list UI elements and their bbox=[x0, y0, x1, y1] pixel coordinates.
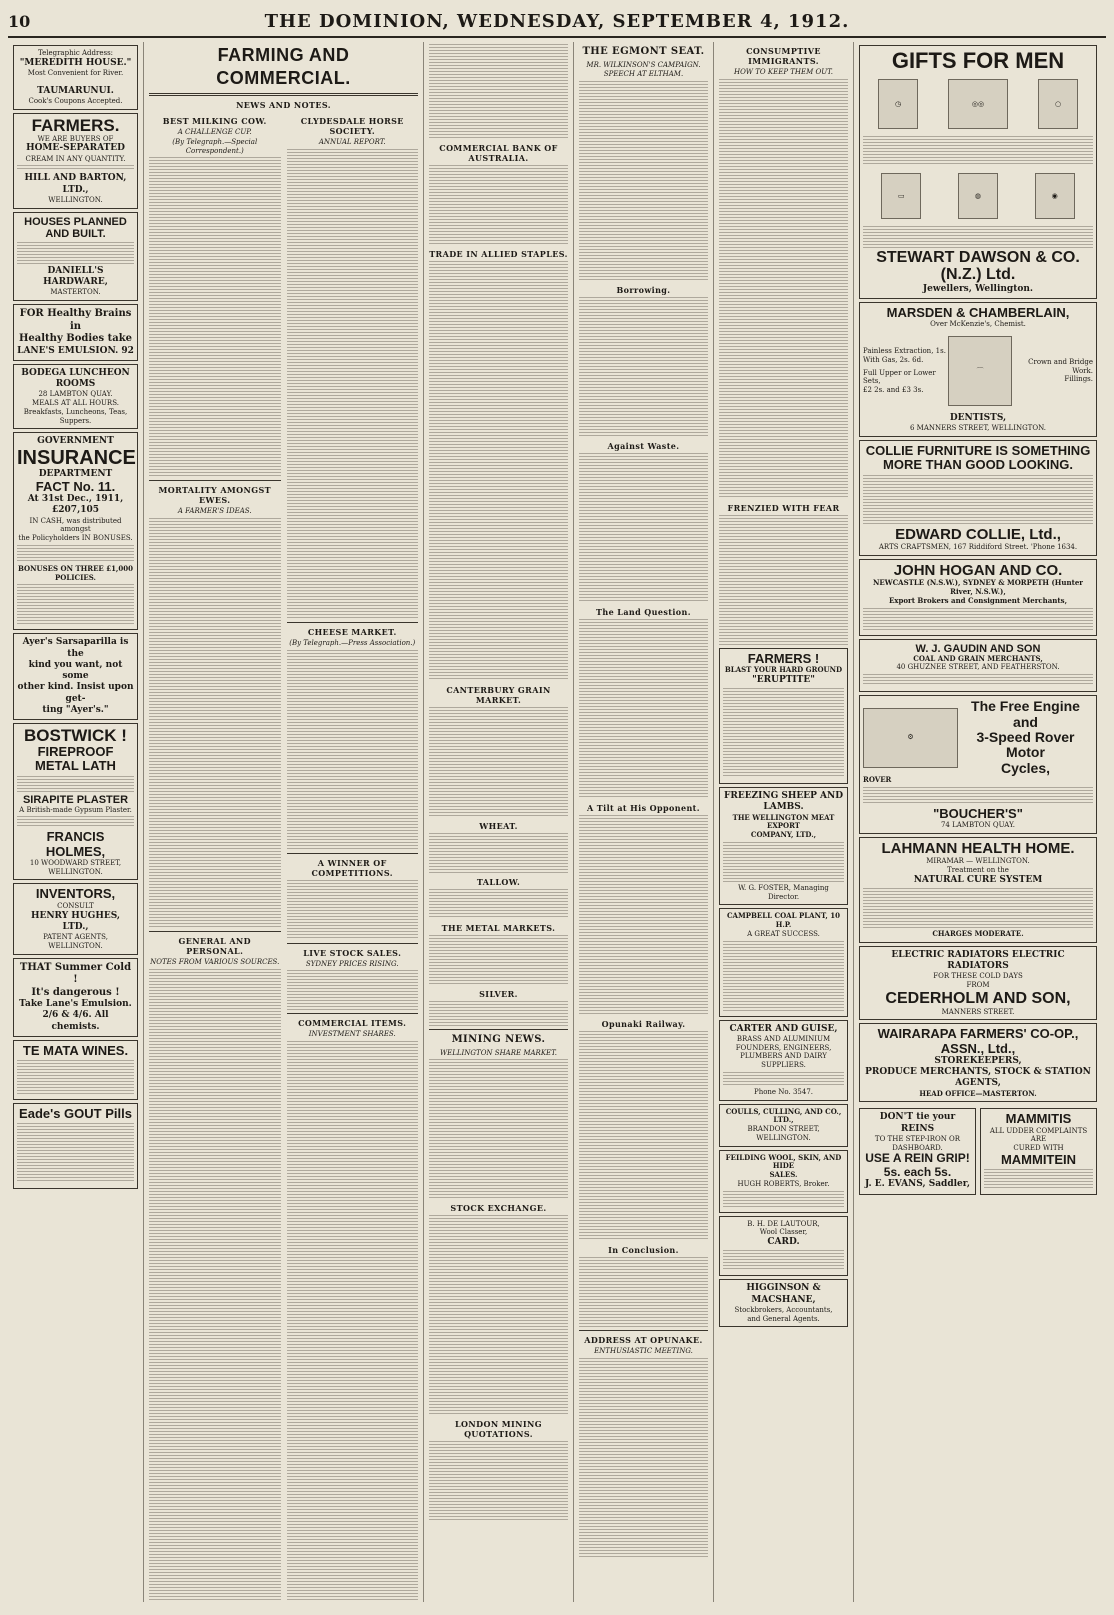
article-body bbox=[149, 969, 281, 1602]
ad-text: BRANDON STREET, bbox=[747, 1125, 820, 1134]
ad-text: B. H. DE LAUTOUR, bbox=[747, 1219, 820, 1228]
ad-text: ROVER bbox=[863, 775, 892, 785]
ad-text: BONUSES ON THREE £1,000 POLICIES. bbox=[17, 563, 133, 582]
article-body bbox=[149, 157, 281, 477]
column-classifieds bbox=[8, 42, 144, 1602]
headline: SILVER. bbox=[479, 989, 518, 999]
ad-headline: TE MATA WINES. bbox=[22, 1042, 129, 1058]
text-lines bbox=[863, 475, 1093, 525]
ad-carter-guise bbox=[719, 1020, 848, 1101]
ad-freezing bbox=[719, 787, 848, 905]
text-lines bbox=[17, 1060, 134, 1094]
ad-text: Full Upper or Lower Sets, bbox=[863, 368, 936, 386]
ad-text: A British-made Gypsum Plaster. bbox=[19, 805, 132, 814]
article-body bbox=[149, 518, 281, 928]
article-body bbox=[429, 44, 568, 139]
text-lines bbox=[723, 688, 844, 778]
ad-headline: DENTISTS, bbox=[949, 412, 1007, 423]
ad-text: W. G. FOSTER, Managing Director. bbox=[738, 883, 829, 901]
article-body bbox=[429, 1441, 568, 1521]
text-lines bbox=[723, 1072, 844, 1086]
subheadline: INVESTMENT SHARES. bbox=[308, 1030, 396, 1039]
text-lines bbox=[723, 1191, 844, 1207]
text-lines bbox=[863, 608, 1093, 630]
ad-headline: CARTER AND GUISE, bbox=[729, 1023, 838, 1034]
headline: In Conclusion. bbox=[608, 1245, 679, 1255]
headline: CONSUMPTIVE IMMIGRANTS. bbox=[746, 46, 821, 66]
ad-text: With Gas, 2s. 6d. bbox=[863, 355, 924, 364]
subheadline: ENTHUSIASTIC MEETING. bbox=[594, 1347, 693, 1355]
ad-eruptite bbox=[719, 648, 848, 784]
article-body bbox=[429, 707, 568, 817]
headline: THE METAL MARKETS. bbox=[441, 923, 556, 933]
ad-text: ting "Ayer's." bbox=[42, 704, 109, 715]
text-lines bbox=[723, 941, 844, 1011]
ad-marsden-chamberlain bbox=[859, 302, 1097, 437]
headline: COMMERCIAL BANK OF AUSTRALIA. bbox=[439, 143, 558, 163]
ad-headline: SIRAPITE PLASTER bbox=[22, 793, 129, 806]
text-lines bbox=[17, 816, 134, 828]
ad-electric-radiators bbox=[859, 946, 1097, 1020]
ad-headline: METAL LATH bbox=[35, 758, 116, 774]
article-column-left bbox=[149, 112, 281, 1602]
ad-houses bbox=[13, 212, 138, 301]
ad-inventors bbox=[13, 883, 138, 954]
ad-text: other kind. Insist upon get- bbox=[17, 682, 134, 704]
headline: MINING NEWS. bbox=[451, 1034, 546, 1045]
text-lines bbox=[863, 888, 1093, 928]
article-body bbox=[429, 1001, 568, 1026]
ad-text: 40 GHUZNEE STREET, AND FEATHERSTON. bbox=[896, 663, 1060, 672]
masthead-title: THE DOMINION, WEDNESDAY, SEPTEMBER 4, 1912. bbox=[264, 10, 850, 32]
table-lines bbox=[17, 584, 134, 624]
column-farming-commercial bbox=[144, 42, 424, 1602]
column-egmont-seat bbox=[574, 42, 714, 1602]
ad-headline: MORE THAN GOOD LOOKING. bbox=[883, 457, 1073, 473]
ad-headline: FREEZING SHEEP AND LAMBS. bbox=[723, 791, 844, 813]
ad-text: A GREAT SUCCESS. bbox=[747, 929, 820, 938]
ad-te-mata-wines bbox=[13, 1040, 138, 1100]
headline: A WINNER OF COMPETITIONS. bbox=[311, 857, 393, 878]
masthead bbox=[8, 8, 1106, 38]
ad-headline: FARMERS ! bbox=[747, 650, 820, 666]
ad-headline: MAMMITEIN bbox=[1000, 1151, 1077, 1167]
ad-text: ALL UDDER COMPLAINTS ARE bbox=[989, 1126, 1088, 1144]
article-body bbox=[287, 880, 419, 940]
article-body bbox=[429, 261, 568, 681]
ad-text: MASTERTON. bbox=[50, 288, 101, 297]
ad-government-insurance bbox=[13, 432, 138, 630]
text-lines bbox=[17, 242, 134, 264]
article-body bbox=[579, 619, 708, 799]
ad-text: Wool Classer, bbox=[759, 1228, 808, 1237]
ad-text: Phone No. 3547. bbox=[753, 1087, 813, 1096]
ad-feilding-sales bbox=[719, 1150, 848, 1213]
ad-text: Treatment on the bbox=[947, 866, 1009, 875]
ad-text: THE WELLINGTON MEAT EXPORT bbox=[732, 812, 835, 831]
locket-icon: ◍ bbox=[958, 173, 998, 219]
ad-text: DASHBOARD. bbox=[892, 1143, 943, 1152]
ad-headline: 3-Speed Rover Motor bbox=[976, 728, 1075, 761]
headline: BEST MILKING COW. bbox=[162, 116, 267, 126]
ad-company: "BOUCHER'S" bbox=[933, 805, 1023, 821]
ad-headline: NATURAL CURE SYSTEM bbox=[913, 874, 1043, 885]
ad-eades-gout-pills bbox=[13, 1103, 138, 1189]
headline: THE EGMONT SEAT. bbox=[582, 46, 705, 57]
article-body bbox=[287, 1041, 419, 1601]
ad-text: 10 WOODWARD STREET, bbox=[29, 858, 122, 867]
ad-headline: INVENTORS, bbox=[35, 886, 116, 902]
ad-collie-furniture bbox=[859, 440, 1097, 556]
ad-headline: Eade's GOUT Pills bbox=[19, 1106, 132, 1122]
subheadline: A CHALLENGE CUP. bbox=[177, 128, 252, 136]
text-lines bbox=[17, 776, 134, 792]
headline: LONDON MINING QUOTATIONS. bbox=[455, 1419, 542, 1440]
ad-headline: GIFTS FOR MEN bbox=[891, 48, 1065, 73]
text-lines bbox=[17, 1123, 134, 1183]
article-body bbox=[719, 79, 848, 499]
headline: TRADE IN ALLIED STAPLES. bbox=[429, 249, 568, 259]
ad-text: FOR Healthy Brains in bbox=[19, 308, 132, 332]
ad-text: At 31st Dec., 1911, £207,105 bbox=[27, 494, 124, 516]
ad-mammitis bbox=[980, 1108, 1097, 1195]
headline: Borrowing. bbox=[616, 285, 671, 295]
ad-headline: MARSDEN & CHAMBERLAIN, bbox=[886, 304, 1070, 320]
ad-text: LANE'S EMULSION. 92 bbox=[17, 345, 134, 356]
article-body bbox=[429, 889, 568, 919]
ad-headline: "MEREDITH HOUSE." bbox=[19, 57, 132, 68]
ad-headline: Cycles, bbox=[1000, 759, 1051, 776]
ad-text: THAT Summer Cold ! bbox=[19, 961, 132, 985]
ad-text: WELLINGTON. bbox=[48, 941, 103, 950]
ad-company: STEWART DAWSON & CO. (N.Z.) Ltd. bbox=[876, 249, 1080, 283]
headline: Opunaki Railway. bbox=[601, 1019, 686, 1029]
section-subtitle: NEWS AND NOTES. bbox=[236, 100, 331, 110]
headline: CLYDESDALE HORSE SOCIETY. bbox=[300, 116, 404, 136]
subheadline: HOW TO KEEP THEM OUT. bbox=[733, 68, 834, 76]
headline: TALLOW. bbox=[476, 877, 521, 887]
ad-headline: The Free Engine and bbox=[971, 698, 1080, 730]
ad-text: MANNERS STREET. bbox=[941, 1007, 1015, 1016]
ad-text: WELLINGTON. bbox=[48, 195, 103, 204]
headline: ADDRESS AT OPUNAKE. bbox=[584, 1335, 703, 1345]
headline: Against Waste. bbox=[607, 441, 680, 451]
ad-coulls-culling bbox=[719, 1104, 848, 1147]
ad-text: IN CASH, was distributed amongst bbox=[29, 516, 122, 534]
ad-headline: USE A REIN GRIP! bbox=[865, 1151, 970, 1166]
ad-headline: HOUSES PLANNED AND BUILT. bbox=[24, 215, 127, 240]
ad-company: CEDERHOLM AND SON, bbox=[885, 989, 1071, 1007]
ad-lanes-emulsion bbox=[13, 304, 138, 361]
locket-icon: ◉ bbox=[1035, 173, 1075, 219]
article-body bbox=[429, 833, 568, 873]
ad-text: CHARGES MODERATE. bbox=[932, 929, 1024, 939]
article-body bbox=[579, 1257, 708, 1327]
ad-ayers bbox=[13, 633, 138, 720]
article-body bbox=[429, 165, 568, 245]
ad-text: Stockbrokers, Accountants, bbox=[734, 1305, 833, 1314]
text-lines bbox=[17, 545, 134, 563]
ad-john-hogan bbox=[859, 559, 1097, 636]
purse-icon: ▭ bbox=[881, 173, 921, 219]
ad-card bbox=[719, 1216, 848, 1277]
page-number: 10 bbox=[8, 12, 31, 31]
text-lines bbox=[17, 165, 134, 171]
section-title: FARMING AND COMMERCIAL. bbox=[216, 45, 351, 88]
ad-text: TO THE STEP-IRON OR bbox=[874, 1134, 961, 1143]
article-body bbox=[287, 149, 419, 619]
ad-text: Export Brokers and Consignment Merchants, bbox=[888, 595, 1068, 605]
ad-text: 28 LAMBTON QUAY. bbox=[38, 390, 113, 399]
ad-text: the Policyholders IN BONUSES. bbox=[18, 534, 133, 543]
ad-text: Healthy Bodies take bbox=[18, 333, 133, 345]
column-immigrants-ads bbox=[714, 42, 854, 1602]
ad-headline: COULLS, CULLING, AND CO., LTD., bbox=[725, 1106, 842, 1125]
subheadline: NOTES FROM VARIOUS SOURCES. bbox=[150, 958, 280, 966]
ring-icon: ○ bbox=[1038, 79, 1078, 129]
text-lines bbox=[863, 226, 1093, 248]
subheadline: WELLINGTON SHARE MARKET. bbox=[439, 1048, 558, 1057]
ad-text: Most Convenient for River. bbox=[27, 69, 124, 77]
ad-text: WELLINGTON. bbox=[756, 1133, 811, 1142]
ad-headline: MAMMITIS bbox=[1005, 1111, 1072, 1127]
headline: LIVE STOCK SALES. bbox=[303, 947, 402, 958]
ad-text: Telegraphic Address: bbox=[37, 49, 114, 57]
ad-text: BLAST YOUR HARD GROUND bbox=[724, 665, 843, 675]
ad-gaudin bbox=[859, 639, 1097, 693]
ad-text: HEAD OFFICE—MASTERTON. bbox=[919, 1088, 1037, 1098]
ad-summer-cold bbox=[13, 958, 138, 1037]
ad-text: SALES. bbox=[769, 1170, 798, 1180]
headline: CANTERBURY GRAIN MARKET. bbox=[446, 685, 551, 705]
ad-gifts-for-men bbox=[859, 45, 1097, 299]
ad-text: MIRAMAR — WELLINGTON. bbox=[926, 857, 1030, 866]
watch-icon: ◷ bbox=[878, 79, 918, 129]
ad-text: STOREKEEPERS, bbox=[934, 1055, 1022, 1066]
ad-company: DANIELL'S HARDWARE, bbox=[43, 265, 108, 288]
article-body bbox=[579, 453, 708, 603]
ad-headline: FEILDING WOOL, SKIN, AND HIDE bbox=[725, 1152, 842, 1171]
ad-text: HUGH ROBERTS, Broker. bbox=[737, 1179, 830, 1188]
ad-company: FRANCIS HOLMES, bbox=[45, 829, 106, 859]
ad-text: CURED WITH bbox=[1013, 1144, 1064, 1153]
ad-higginson bbox=[719, 1279, 848, 1327]
headline: The Land Question. bbox=[596, 607, 691, 617]
ad-company: J. E. EVANS, Saddler, bbox=[864, 1178, 971, 1189]
subheadline: A FARMER'S IDEAS. bbox=[177, 507, 252, 516]
ad-text: Crown and Bridge Work. bbox=[1028, 357, 1093, 375]
headline: GENERAL AND PERSONAL. bbox=[178, 936, 251, 956]
ad-text: HOME-SEPARATED bbox=[26, 143, 125, 154]
byline: (By Telegraph.—Press Association.) bbox=[289, 638, 416, 647]
ad-text: CREAM IN ANY QUANTITY. bbox=[25, 154, 126, 163]
ad-text: Fillings. bbox=[1064, 375, 1093, 384]
ad-text: ARTS CRAFTSMEN, 167 Riddiford Street. 'Phone 1634. bbox=[878, 543, 1078, 552]
subheadline: MR. WILKINSON'S CAMPAIGN. bbox=[586, 60, 701, 69]
ad-text: 6 MANNERS STREET, WELLINGTON. bbox=[910, 424, 1046, 433]
ad-text: 74 LAMBTON QUAY. bbox=[940, 821, 1016, 830]
ad-text: Ayer's Sarsaparilla is the bbox=[22, 637, 129, 659]
ad-text: 5s. each 5s. bbox=[883, 1164, 952, 1179]
ad-campbell-coal bbox=[719, 908, 848, 1016]
ad-bodega bbox=[13, 364, 138, 430]
ad-headline: BODEGA LUNCHEON ROOMS bbox=[21, 367, 130, 390]
ad-headline: ELECTRIC RADIATORS ELECTRIC RADIATORS bbox=[891, 949, 1065, 972]
ad-headline: CAMPBELL COAL PLANT, 10 H.P. bbox=[726, 911, 841, 930]
ad-text: BRASS AND ALUMINIUM FOUNDERS, ENGINEERS, bbox=[735, 1034, 832, 1052]
text-lines bbox=[723, 1250, 844, 1270]
ad-text: PLUMBERS AND DAIRY SUPPLIERS. bbox=[740, 1052, 827, 1070]
ad-text: WELLINGTON. bbox=[48, 867, 103, 876]
ad-headline: W. J. GAUDIN AND SON bbox=[915, 642, 1041, 655]
ad-text: Cook's Coupons Accepted. bbox=[28, 97, 123, 105]
ad-text: NEWCASTLE (N.S.W.), SYDNEY & MORPETH (Hunter River, N.S.W.), bbox=[873, 578, 1083, 597]
column-display-ads bbox=[854, 42, 1102, 1602]
ad-text: CONSULT bbox=[57, 901, 94, 910]
headline: A Tilt at His Opponent. bbox=[587, 803, 700, 813]
ad-rover-cycles bbox=[859, 695, 1097, 834]
ad-text: PRODUCE MERCHANTS, STOCK & STATION AGENTS, bbox=[865, 1067, 1091, 1089]
ad-headline: FIREPROOF bbox=[37, 743, 114, 759]
column-markets bbox=[424, 42, 574, 1602]
text-lines bbox=[723, 842, 844, 882]
ad-company: EDWARD COLLIE, Ltd., bbox=[895, 525, 1061, 543]
ad-text: £2 2s. and £3 3s. bbox=[863, 386, 924, 395]
ad-headline: JOHN HOGAN AND CO. bbox=[893, 561, 1063, 579]
article-body bbox=[429, 935, 568, 985]
teeth-icon: ⌒ bbox=[948, 336, 1012, 406]
ad-headline: COLLIE FURNITURE IS SOMETHING bbox=[865, 442, 1091, 458]
ad-headline: BOSTWICK ! bbox=[24, 726, 127, 746]
ad-text: Take Lane's Emulsion. bbox=[19, 999, 132, 1009]
ad-company: HENRY HUGHES, LTD., bbox=[30, 910, 121, 932]
ad-meredith-house bbox=[13, 45, 138, 110]
byline: (By Telegraph.—Special Correspondent.) bbox=[172, 137, 258, 155]
article-body bbox=[719, 515, 848, 645]
ad-text: PATENT AGENTS, bbox=[43, 933, 108, 941]
headline: COMMERCIAL ITEMS. bbox=[298, 1018, 407, 1029]
ad-lahmann-health-home bbox=[859, 837, 1097, 943]
article-body bbox=[429, 1215, 568, 1415]
ad-headline: FACT No. 11. bbox=[35, 478, 116, 494]
article-body bbox=[579, 1031, 708, 1241]
ad-headline: FARMERS. bbox=[31, 115, 120, 135]
headline: MORTALITY AMONGST EWES. bbox=[158, 485, 272, 506]
text-lines bbox=[984, 1169, 1093, 1189]
share-table bbox=[429, 1059, 568, 1199]
ad-text: COMPANY, LTD., bbox=[750, 830, 817, 840]
ad-text: and General Agents. bbox=[747, 1314, 820, 1323]
article-body bbox=[579, 297, 708, 437]
headline: STOCK EXCHANGE. bbox=[450, 1203, 547, 1214]
headline: WHEAT. bbox=[479, 821, 518, 831]
ad-farmers-cream bbox=[13, 113, 138, 209]
ad-rein-grip bbox=[859, 1108, 976, 1195]
ad-headline: DON'T tie your REINS bbox=[879, 1112, 956, 1134]
subheadline: SYDNEY PRICES RISING. bbox=[305, 959, 399, 968]
ad-wairarapa-farmers bbox=[859, 1023, 1097, 1102]
ad-headline: LAHMANN HEALTH HOME. bbox=[881, 839, 1075, 857]
ad-text: Jewellers, Wellington. bbox=[922, 283, 1034, 294]
ad-text: MEALS AT ALL HOURS. Breakfasts, Luncheons, Teas, Suppers. bbox=[23, 399, 128, 425]
ad-text: 2/6 & 4/6. All chemists. bbox=[42, 1010, 109, 1032]
headline: CHEESE MARKET. bbox=[307, 626, 397, 637]
ad-headline: HIGGINSON & MACSHANE, bbox=[746, 1283, 821, 1305]
ad-headline: CARD. bbox=[767, 1237, 800, 1248]
ad-text: COAL AND GRAIN MERCHANTS, bbox=[913, 653, 1043, 663]
ad-headline: TAUMARUNUI. bbox=[37, 85, 114, 96]
text-lines bbox=[863, 136, 1093, 166]
cufflinks-icon: ◎◎ bbox=[948, 79, 1008, 129]
ad-company: HILL AND BARTON, LTD., bbox=[24, 173, 127, 195]
ad-text: DEPARTMENT bbox=[38, 468, 113, 479]
text-lines bbox=[863, 674, 1093, 686]
article-body bbox=[579, 1358, 708, 1558]
motorcycle-icon: ⚙ bbox=[863, 708, 958, 768]
headline: FRENZIED WITH FEAR bbox=[727, 502, 840, 513]
subheadline: ANNUAL REPORT. bbox=[318, 138, 386, 146]
ad-text: FOR THESE COLD DAYS bbox=[933, 972, 1023, 981]
ad-text: GOVERNMENT bbox=[37, 436, 114, 447]
ad-headline: INSURANCE bbox=[17, 446, 136, 469]
ad-headline: WAIRARAPA FARMERS' CO-OP., ASSN., Ltd., bbox=[877, 1026, 1079, 1056]
ad-text: kind you want, not some bbox=[28, 659, 123, 682]
article-body bbox=[579, 81, 708, 281]
ad-text: WE ARE BUYERS OF bbox=[37, 134, 114, 143]
article-body bbox=[287, 650, 419, 850]
ad-text: Painless Extraction, 1s. bbox=[863, 347, 946, 356]
ad-headline: "ERUPTITE" bbox=[752, 674, 815, 685]
ad-text: It's dangerous ! bbox=[31, 986, 120, 998]
article-body bbox=[287, 970, 419, 1010]
subheadline: SPEECH AT ELTHAM. bbox=[603, 70, 684, 79]
ad-bostwick bbox=[13, 723, 138, 880]
article-column-right bbox=[287, 112, 419, 1602]
text-lines bbox=[863, 787, 1093, 805]
ad-text: FROM bbox=[966, 981, 990, 990]
article-body bbox=[579, 815, 708, 1015]
ad-text: Over McKenzie's, Chemist. bbox=[930, 320, 1026, 329]
